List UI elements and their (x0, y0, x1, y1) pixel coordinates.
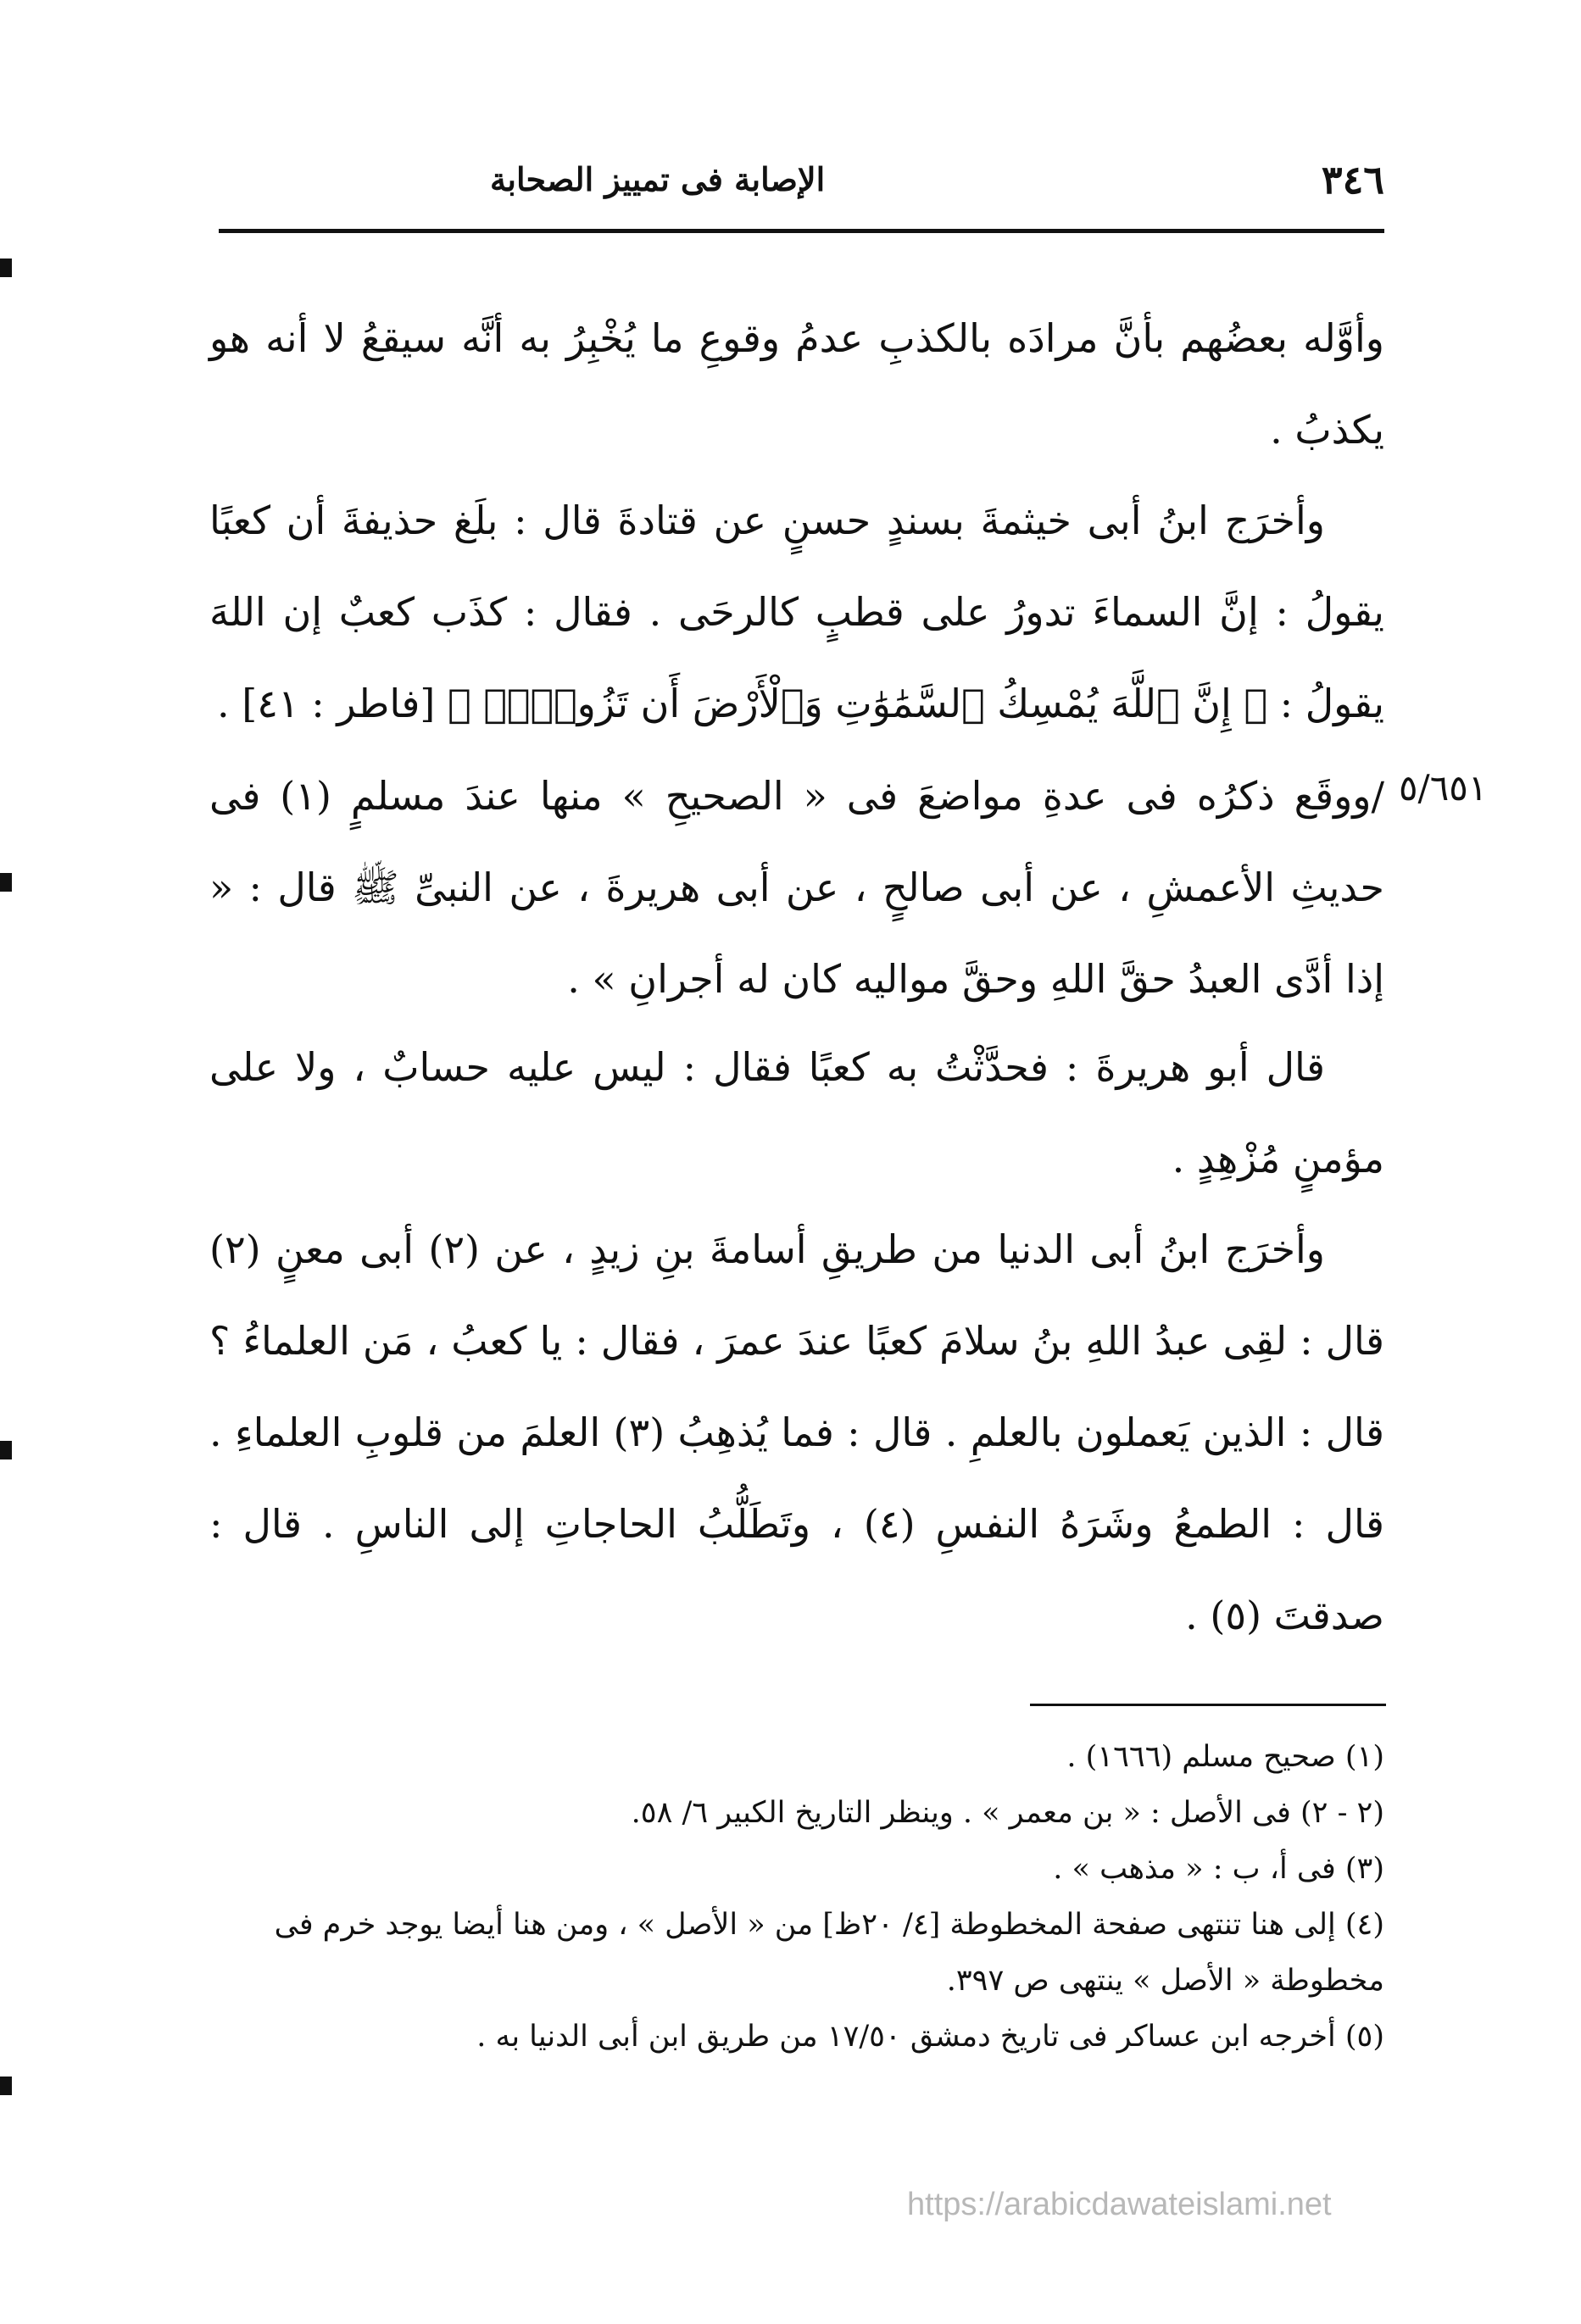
margin-reference: ٥/٦٥١ (1399, 767, 1488, 809)
footnote-2: (٢ - ٢) فى الأصل : « بن معمر » . وينظر التاريخ الكبير ٦/ ٥٨. (631, 1796, 1384, 1830)
header-divider (219, 229, 1384, 233)
paragraph-2: وأخرَج ابنُ أبى خيثمةَ بسندٍ حسنٍ عن قتادةَ قال : بلَغ حذيفةَ أن كعبًا يقولُ : إنَّ السماءَ تدورُ على قطبٍ كالرحَى . فقال : كذَب كعبٌ إن اللهَ يقولُ : ﴿ إِنَّ ٱللَّهَ يُمْسِكُ ٱلسَّمَٰوَٰتِ وَٱلْأَرْضَ أَن تَزُولَاۚ ﴾ [فاطر : ٤١] . (209, 498, 1384, 726)
footnote-4: (٤) إلى هنا تنتهى صفحة المخطوطة [٤/ ٢٠ظ] من « الأصل » ، ومن هنا أيضا يوجد خرم فى مخطوطة « الأصل » ينتهى ص ٣٩٧. (274, 1908, 1384, 1998)
scan-mark (0, 2077, 12, 2095)
page-header (219, 157, 1384, 208)
footnotes (209, 1729, 1384, 2065)
scan-mark (0, 873, 12, 892)
scan-mark (0, 259, 12, 277)
paragraph-3: /ووقَع ذكرُه فى عدةِ مواضعَ فى « الصحيحِ » منها عندَ مسلمٍ (١) فى حديثِ الأعمشِ ، عن أبى صالحٍ ، عن أبى هريرةَ ، عن النبىِّ ﷺ قال : « إذا أدَّى العبدُ حقَّ اللهِ وحقَّ مواليه كان له أجرانِ » . (209, 773, 1384, 1002)
footnote-1: (١) صحيح مسلم (١٦٦٦) . (1066, 1740, 1384, 1774)
footnote-divider (1030, 1704, 1386, 1706)
footnote-5: (٥) أخرجه ابن عساكر فى تاريخ دمشق ١٧/٥٠ من طريق ابن أبى الدنيا به . (476, 2020, 1384, 2054)
running-title: الإصابة فى تمييز الصحابة (490, 160, 826, 198)
paragraph-1: وأوَّله بعضُهم بأنَّ مرادَه بالكذبِ عدمُ وقوعِ ما يُخْبِرُ به أنَّه سيقعُ لا أنه هو يكذبُ . (209, 315, 1384, 453)
paragraph-5: وأخرَج ابنُ أبى الدنيا من طريقِ أسامةَ بنِ زيدٍ ، عن (٢) أبى معنٍ (٢) قال : لقِى عبدُ اللهِ بنُ سلامَ كعبًا عندَ عمرَ ، فقال : يا كعبُ ، مَن العلماءُ ؟ قال : الذين يَعملون بالعلمِ . قال : فما يُذهِبُ (٣) العلمَ من قلوبِ العلماءِ . قال : الطمعُ وشَرَهُ النفسِ (٤) ، وتَطَلُّبُ الحاجاتِ إلى الناسِ . قال : صدقتَ (٥) . (209, 1226, 1384, 1638)
page-number: ٣٤٦ (1321, 157, 1384, 203)
scan-mark (0, 1441, 12, 1459)
paragraph-4: قال أبو هريرةَ : فحدَّثْتُ به كعبًا فقال : ليس عليه حسابٌ ، ولا على مؤمنٍ مُزْهِدٍ . (209, 1044, 1384, 1181)
footnote-3: (٣) فى أ، ب : « مذهب » . (1053, 1852, 1384, 1886)
watermark-url: https://arabicdawateislami.net (907, 2187, 1332, 2222)
